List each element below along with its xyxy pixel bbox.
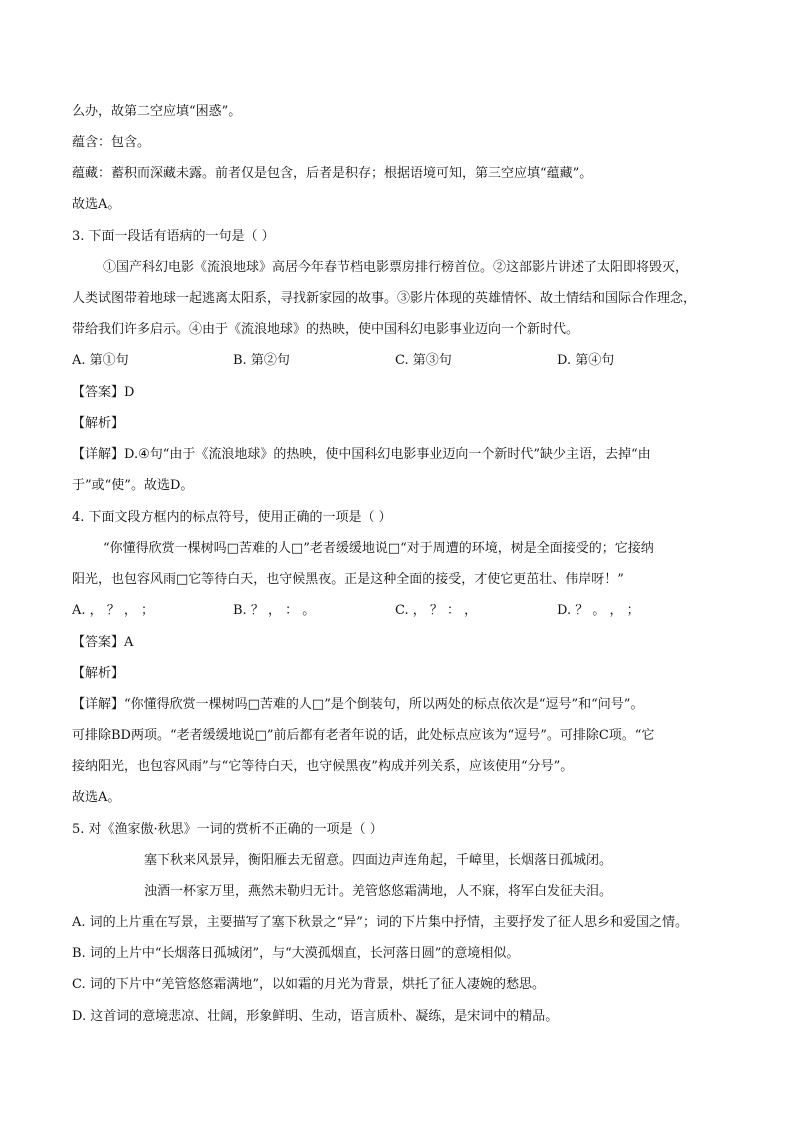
question-5-option-d: D. 这首词的意境悲凉、壮阔，形象鲜明、生动，语言质朴、凝练，是宋词中的精品。 bbox=[72, 1009, 559, 1024]
question-4-passage: 阳光，也包容风雨□它等待白天，也守候黑夜。正是这种全面的接受，才使它更茁壮、伟岸呀！” bbox=[72, 572, 624, 587]
question-4-analysis-heading: 【解析】 bbox=[72, 666, 125, 681]
question-4-answer: 【答案】A bbox=[72, 635, 134, 650]
question-3-stem: 3. 下面一段话有语病的一句是（ ） bbox=[72, 229, 275, 244]
question-4-detail: 【详解】“你懂得欣赏一棵树吗□苦难的人□”是个倒装句，所以两处的标点依次是“逗号”和“问号”。 bbox=[72, 697, 644, 712]
text-line: 蕴藏：蓄积而深藏未露。前者仅是包含，后者是积存；根据语境可知，第三空应填“蕴藏”。 bbox=[72, 166, 593, 181]
question-4-conclusion: 故选A。 bbox=[72, 790, 121, 805]
question-3-passage: ①国产科幻电影《流浪地球》高居今年春节档电影票房排行榜首位。②这部影片讲述了太阳即将毁灭， bbox=[103, 260, 689, 275]
question-5-option-b: B. 词的上片中“长烟落日孤城闭”，与“大漠孤烟直，长河落日圆”的意境相似。 bbox=[72, 946, 520, 961]
question-3-option-d: D. 第④句 bbox=[557, 353, 615, 368]
text-line: 么办，故第二空应填“困惑”。 bbox=[72, 104, 242, 119]
question-3-detail: 【详解】D.④句“由于《流浪地球》的热映，使中国科幻电影事业迈向一个新时代”缺少主语，去掉“由 bbox=[72, 447, 651, 462]
question-3-detail: 于”或“使”。故选D。 bbox=[72, 478, 194, 493]
question-3-passage: 带给我们许多启示。④由于《流浪地球》的热映，使中国科幻电影事业迈向一个新时代。 bbox=[72, 322, 580, 337]
question-4-stem: 4. 下面文段方框内的标点符号，使用正确的一项是（ ） bbox=[72, 510, 392, 525]
text-line: 蕴含：包含。 bbox=[72, 135, 151, 150]
question-3-option-a: A. 第①句 bbox=[72, 353, 129, 368]
question-4-option-b: B. ？ ， ： 。 bbox=[233, 603, 316, 618]
question-5-stem: 5. 对《渔家傲·秋思》一词的赏析不正确的一项是（ ） bbox=[72, 822, 383, 837]
question-5-option-c: C. 词的下片中“羌管悠悠霜满地”，以如霜的月光为背景，烘托了征人凄婉的愁思。 bbox=[72, 977, 546, 992]
question-3-passage: 人类试图带着地球一起逃离太阳系，寻找新家园的故事。③影片体现的英雄情怀、故土情结和国际合作理念， bbox=[72, 291, 697, 306]
question-3-answer: 【答案】D bbox=[72, 385, 135, 400]
text-line: 故选A。 bbox=[72, 197, 121, 212]
question-4-detail: 接纳阳光，也包容风雨”与“它等待白天，也守候黑夜”构成并列关系，应该使用“分号”。 bbox=[72, 759, 574, 774]
question-5-poem-line: 浊酒一杯家万里，燕然未勒归无计。羌管悠悠霜满地，人不寐，将军白发征夫泪。 bbox=[144, 884, 613, 899]
question-4-option-c: C. ， ？ ： ， bbox=[395, 603, 478, 618]
question-4-passage: “你懂得欣赏一棵树吗□苦难的人□”老者缓缓地说□“对于周遭的环境，树是全面接受的；它接纳 bbox=[103, 541, 654, 556]
question-4-detail: 可排除BD两项。“老者缓缓地说□”前后都有老者年说的话，此处标点应该为“逗号”。可排除C项。“它 bbox=[72, 728, 655, 743]
question-3-option-c: C. 第③句 bbox=[395, 353, 452, 368]
question-3-option-b: B. 第②句 bbox=[233, 353, 290, 368]
question-5-option-a: A. 词的上片重在写景，主要描写了塞下秋景之“异”；词的下片集中抒情，主要抒发了征人思乡和爱国之情。 bbox=[72, 915, 688, 930]
question-4-option-a: A. ， ？ ， ； bbox=[72, 603, 155, 618]
question-4-option-d: D. ？ 。 ， ； bbox=[557, 603, 640, 618]
question-3-analysis-heading: 【解析】 bbox=[72, 416, 125, 431]
question-5-poem-line: 塞下秋来风景异，衡阳雁去无留意。四面边声连角起，千嶂里，长烟落日孤城闭。 bbox=[144, 853, 613, 868]
